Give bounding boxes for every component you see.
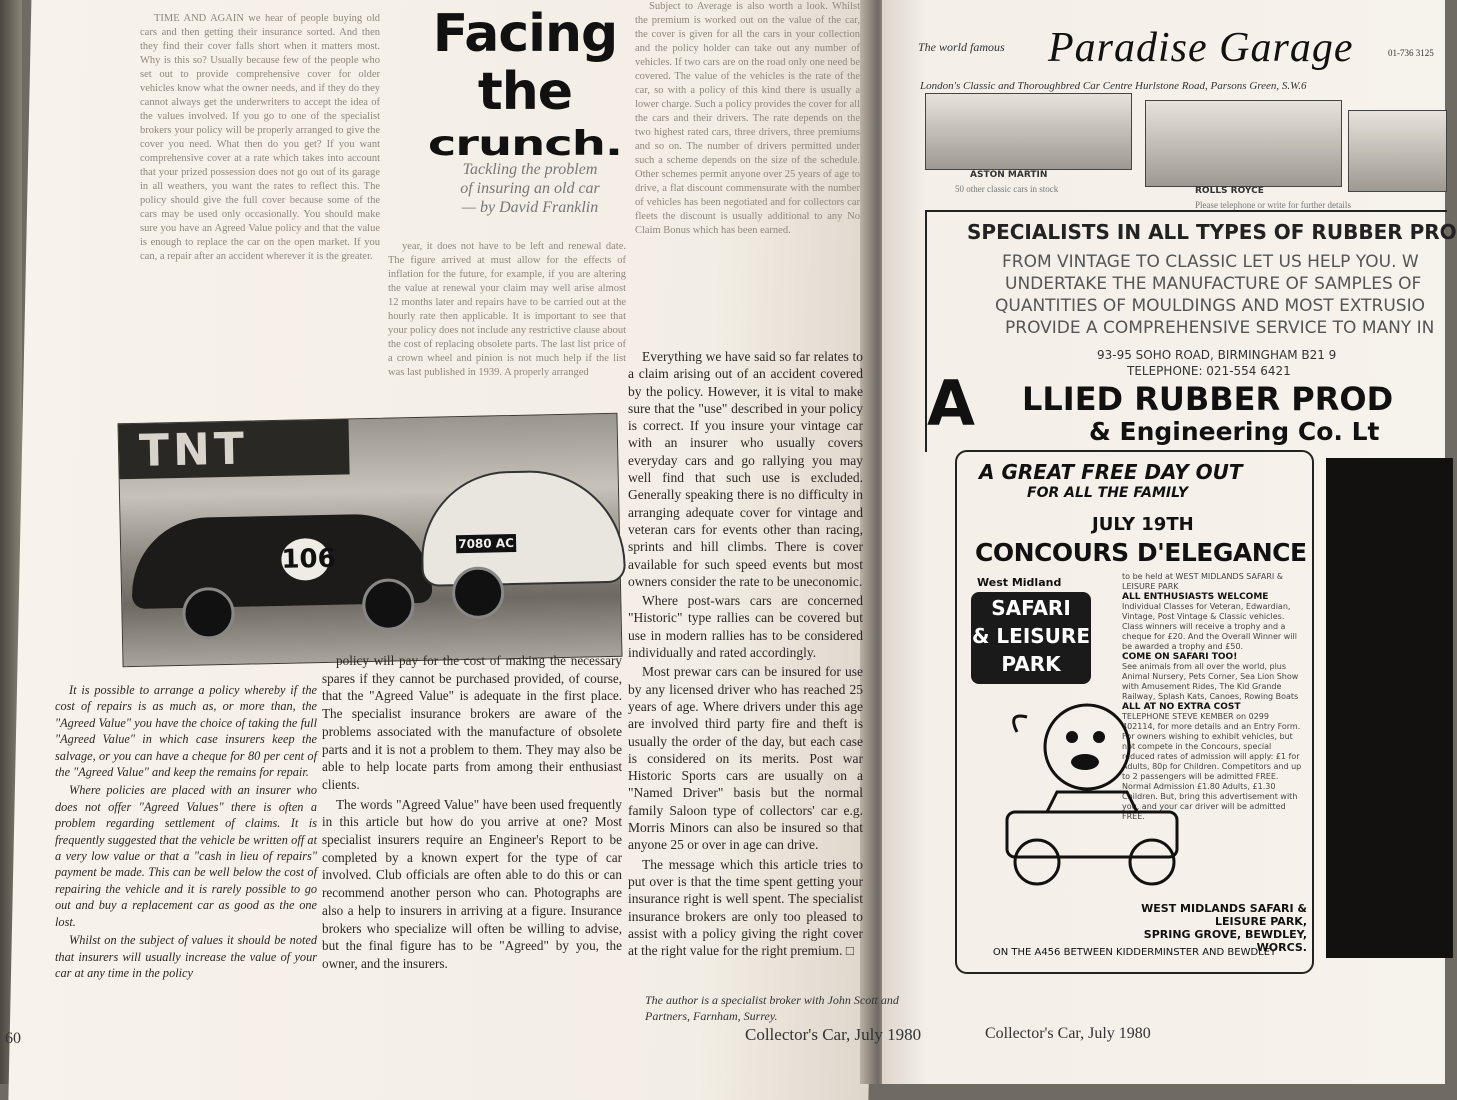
- rolls-royce-photo: [1145, 100, 1342, 187]
- article-column-1-top: TIME AND AGAIN we hear of people buying old cars and then getting their insurance sorted. And then they find their cover falls short when it matters most. Why is this so? Usually because few of the people who set out to provide comprehensive cover for older vehicles know what the owner needs, and if they do they cannot always get the underwriters to accept the idea of the values involved. If you go to one of the specialist brokers your policy will be properly arranged to give the cover you need. What then do you get? If you want comprehensive cover at a rate which takes into account that your prized possession does not go out of its garage in all weathers, you want the rates to reflect this. The policy should give the full cover because some of the cars may be used only occasionally. You should make sure you have an Agreed Value policy and that the value is enough to replace the car on the open market. If you can, a repair after an accident wherever it is the greater.: [140, 13, 380, 262]
- photo-banner-text: TNT: [138, 423, 249, 477]
- article-column-3-top: Subject to Average is also worth a look. Whilst the premium is worked out on the value of the car, the cover is given for all the cars in your collection and the policy holder can take out any number of vehicles. If two cars are on the road only one need be covered. The value of the vehicles is the rate of the car, so with a policy of this kind there is usually a lower charge. Such a policy provides the cover for all the cars and their drivers. The rate depends on the two highest rated cars, three drivers, three premiums and so on. The number of drivers permitted under such a scheme depends on the size of the schedule. Other schemes permit anyone over 25 years of age to drive, a flat discount commensurate with the number of vehicles has been negotiated and for collectors car fleets the discount is usually additional to any No Claim Bonus which has been earned.: [635, 1, 860, 236]
- paradise-garage-ad: [900, 10, 1445, 210]
- safari-park-logo: SAFARI & LEISURE PARK: [971, 592, 1091, 684]
- event-details: to be held at WEST MIDLANDS SAFARI & LEISURE PARK ALL ENTHUSIASTS WELCOME Individual Classes for Veteran, Edwardian, Vintage, Post Vintage & Classic vehicles. Class winners will receive a trophy and a cheque for £20. And the Overall Winner will be awarded a trophy and £50. COME ON SAFARI TOO! See animals from all over the world, plus Animal Nursery, Pets Corner, Sea Lion Show with Amusement Rides, The Kid Grande Railway, Splash Kats, Canoes, Rowing Boats ALL AT NO EXTRA COST TELEPHONE STEVE KEMBER on 0299 402114, for more details and an Entry Form. For owners wishing to exhibit vehicles, but not compete in the Concours, special reduced rates of admission will apply: £1 for Adults, 80p for Children. Competitors and up to 2 passengers will be admitted FREE. Normal Admission £1.80 Adults, £1.30 Children. But, bring this advertisement with you, and your car driver will be admitted FREE.: [1122, 572, 1302, 821]
- race-number: 106: [281, 538, 330, 581]
- article-column-2-bottom: policy will pay for the cost of making the necessary spares if they cannot be purchased provided, of course, that the "Agreed Value" is adequate in the first place. The specialist insurance brokers are aware of the problems associated with the manufacture of obsolete parts and it is not a problem to them. They may also be able to help locate parts from among their enthusiast clients. The words "Agreed Value" have been used frequently in this article but how do you arrive at one? Most specialist insurers require an Engineer's Report to be completed by a known expert for the type of car involved. Club officials are often able to do this or can recommend another person who can. Photographs are also a help to insurers in arriving at a figure. Insurance brokers who specialize will often be willing to advise, but the final figure has to be "Agreed" by you, the owner, and the insurers.: [322, 653, 622, 971]
- article-deck: Tackling the problem of insuring an old car — by David Franklin: [460, 161, 600, 216]
- allied-company-subtitle: & Engineering Co. Lt: [1089, 417, 1380, 446]
- car2-subcaption: Please telephone or write for further details: [1195, 200, 1351, 210]
- safari-headline: A GREAT FREE DAY OUT: [979, 460, 1243, 484]
- ad-tagline: London's Classic and Thoroughbred Car Centre Hurlstone Road, Parsons Green, S.W.6: [920, 80, 1307, 92]
- rally-crash-photo: [117, 413, 622, 667]
- aston-martin-photo: [925, 93, 1132, 170]
- car1-subcaption: 50 other classic cars in stock: [955, 184, 1059, 194]
- allied-rubber-ad: [925, 210, 1457, 452]
- footer-right: Collector's Car, July 1980: [985, 1025, 1151, 1042]
- rubber-ad-line: FROM VINTAGE TO CLASSIC LET US HELP YOU. W: [1002, 252, 1419, 272]
- safari-park-ad: [955, 450, 1314, 974]
- car-wheel: [362, 578, 415, 631]
- event-title: CONCOURS D'ELEGANCE: [975, 538, 1307, 567]
- cartoon-lion-car-illustration: [997, 692, 1197, 892]
- safari-subheadline: FOR ALL THE FAMILY: [1027, 485, 1188, 501]
- car-wheel: [182, 587, 235, 640]
- ad-telephone: 01-736 3125: [1388, 48, 1434, 58]
- event-date: JULY 19TH: [1092, 514, 1194, 535]
- rubber-ad-address: 93-95 SOHO ROAD, BIRMINGHAM B21 9: [1097, 348, 1337, 362]
- dark-advert-panel: [1318, 458, 1453, 958]
- safari-footer-address: WEST MIDLANDS SAFARI & LEISURE PARK, SPRING GROVE, BEWDLEY, WORCS.: [1141, 902, 1307, 954]
- rubber-ad-line: UNDERTAKE THE MANUFACTURE OF SAMPLES OF: [1005, 274, 1422, 294]
- car2-caption: ROLLS ROYCE: [1195, 186, 1264, 196]
- footer-left: Collector's Car, July 1980: [745, 1025, 922, 1044]
- rubber-ad-telephone: TELEPHONE: 021-554 6421: [1127, 364, 1291, 378]
- allied-company-name: LLIED RUBBER PROD: [1022, 380, 1394, 418]
- author-credit: The author is a specialist broker with John Scott and Partners, Farnham, Surrey.: [645, 993, 899, 1023]
- article-headline: Facing the crunch.: [427, 4, 623, 164]
- number-plate: 7080 AC: [456, 534, 516, 553]
- rubber-ad-line: QUANTITIES OF MOULDINGS AND MOST EXTRUSIO: [995, 296, 1425, 316]
- article-column-3-bottom: Everything we have said so far relates to a claim arising out of an accident covered by the policy. However, it is vital to make sure that the "use" described in your policy is correct. If you insure your vintage car with an insurer who usually covers everyday cars and go rallying you may well find that such use is excluded. Generally speaking there is no difficulty in arranging adequate cover for vintage and veteran cars for events other than racing, sprints and hill climbs. There is cover available for such speed events but most owners consider the rate to be uneconomic. Where post-wars cars are concerned "Historic" type rallies can be covered but use in modern rallies has to be considered individually and rated accordingly. Most prewar cars can be insured for use by any licensed driver who has reached 25 years of age. Where drivers under this age are involved third party fire and theft is usually the order of the day, but each case is considered on its merits. Post war Historic Sports cars are usually on a "Named Driver" basis but the normal family Saloon type of collectors' car e.g. Morris Minors can also be insured so that anyone 25 or over in age can drive. The message which this article tries to put over is that the time spent getting your insurance right is well spent. The specialist insurance brokers are only too pleased to assist with a policy giving the right cover at the right value for the right premium. □: [628, 349, 863, 959]
- article-column-1-bottom: It is possible to arrange a policy whereby if the cost of repairs is as much as, or more than, the "Agreed Value" you have the choice of taking the full "Agreed Value" in which case insurers keep the salvage, or you can have a cheque for 80 per cent of the "Agreed Value" and keep the remains for repair. Where policies are placed with an insurer who does not offer "Agreed Values" there is often a problem regarding settlement of claims. It is frequently suggested that the vehicle be written off at a very low value or that a "cash in lieu of repairs" payment be made. This can be well below the cost of repairing the vehicle and it is rarely possible to go out and buy a replacement car as good as the one lost. Whilst on the subject of values it should be noted that insurers will usually increase the value of your car at any time in the policy: [55, 683, 317, 980]
- safari-footer-directions: ON THE A456 BETWEEN KIDDERMINSTER AND BEWDLEY: [992, 947, 1277, 958]
- west-midland-label: West Midland: [977, 576, 1062, 589]
- ad-prefix: The world famous: [918, 40, 1005, 54]
- article-column-2-top: year, it does not have to be left and renewal date. The figure arrived at must allow for the effects of inflation for the future, for example, if you are altering the value at renewal your claim may well arise almost 12 months later and repairs have to be carried out at the hourly rate then applicable. It is important to see that your policy does not include any restrictive clause about the cost of replacing obsolete parts. The last list price of a crown wheel and pinion is not much help if the list was last published in 1939. A properly arranged: [388, 241, 626, 378]
- page-number: 60: [5, 1030, 21, 1047]
- white-race-car: [420, 469, 626, 587]
- car1-caption: ASTON MARTIN: [970, 170, 1048, 180]
- rubber-ad-line: PROVIDE A COMPREHENSIVE SERVICE TO MANY IN: [1005, 318, 1435, 338]
- allied-logo-letter: A: [927, 367, 975, 440]
- car-wheel: [452, 566, 505, 619]
- rubber-ad-title: SPECIALISTS IN ALL TYPES OF RUBBER PRO: [967, 220, 1457, 244]
- third-car-photo: [1348, 110, 1447, 192]
- ad-brand-name: Paradise Garage: [1048, 25, 1354, 71]
